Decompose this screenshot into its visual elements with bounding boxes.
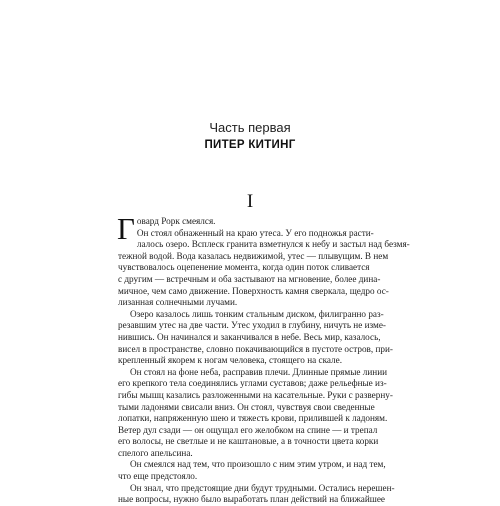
text-line: его крепкого тела соединялись углами суставов; даже рельефные из- (118, 378, 387, 389)
drop-cap: Г (117, 211, 135, 246)
text-line: гибы мышц казались разложенными на касательные. Руки с разверну- (118, 389, 393, 400)
part-name-heading: ПИТЕР КИТИНГ (204, 139, 296, 151)
paragraph (118, 367, 393, 460)
paragraph (118, 459, 393, 482)
paragraph (118, 309, 393, 367)
text-line: лалось озеро. Всплеск гранита взметнулся к небу и застыл над безмя- (136, 239, 410, 250)
chapter-body-text (117, 211, 410, 506)
text-line: Ветер дул сзади — он ощущал его желобком на спине — и трепал (118, 424, 378, 435)
text-line: Он стоял на фоне неба, расправив плечи. Длинные прямые линии (130, 366, 388, 377)
text-line: чувствовалось оцепенение момента, когда один поток сливается (118, 262, 370, 273)
text-line: висел в пространстве, словно покачивающийся в пустоте остров, при- (118, 343, 393, 354)
text-line: тыми ладонями свисали вниз. Он стоял, чувствуя свои сведенные (118, 401, 375, 412)
text-line: спелого апельсина. (118, 447, 193, 458)
text-line: Он смеялся над тем, что произошло с ним этим утром, и над тем, (130, 459, 386, 470)
text-line: овард Рорк смеялся. (136, 216, 216, 226)
text-line: ные вопросы, нужно было выработать план действий на ближайшее (118, 494, 386, 505)
text-line: Озеро казалось лишь тонким стальным диском, филигранно раз- (130, 308, 384, 319)
text-line: крепленный якорем к ногам человека, стоящего на скале. (118, 355, 343, 366)
paragraph (118, 483, 393, 506)
text-line: нившись. Он начинался и заканчивался в небе. Весь мир, казалось, (118, 331, 381, 342)
text-line: резавшим утес на две части. Утес уходил в глубину, ничуть не изме- (118, 320, 386, 331)
text-line: лизанная солнечными лучами. (118, 297, 238, 308)
chapter-numeral: I (246, 191, 254, 212)
paragraph (117, 211, 410, 309)
text-line: тежной водой. Вода казалась недвижимой, утес — плывущим. В нем (118, 250, 389, 261)
part-title: Часть первая (209, 120, 291, 135)
text-line: с другим — встречным и оба застывают на мгновение, более дина- (118, 273, 381, 284)
text-line: мичное, чем само движение. Поверхность камня сверкала, щедро ос- (118, 285, 389, 296)
text-line: Он знал, что предстоящие дни будут трудными. Остались нерешен- (130, 482, 395, 493)
text-line: его волосы, не светлые и не каштановые, а в точности цвета корки (118, 436, 379, 447)
text-line: лопатки, напряженную шею и тяжесть крови, прилившей к ладоням. (118, 413, 388, 424)
text-line: Он стоял обнаженный на краю утеса. У его подножья расти- (136, 227, 374, 238)
text-line: что еще предстояло. (118, 471, 198, 482)
